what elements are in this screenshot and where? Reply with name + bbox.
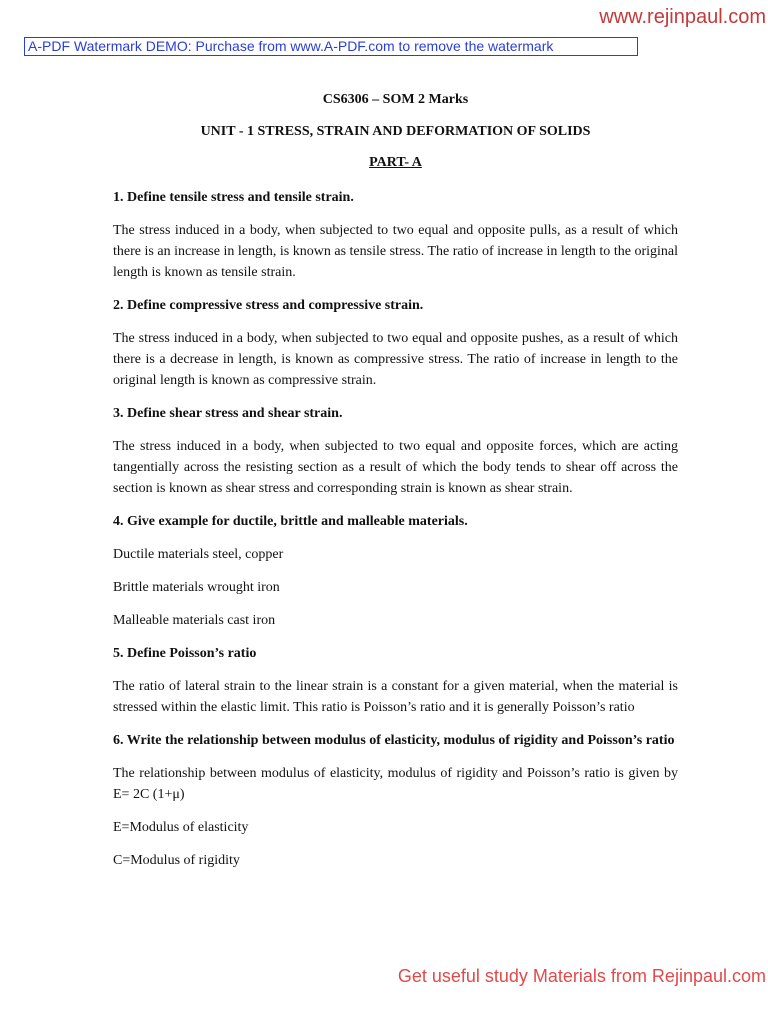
question-5: 5. Define Poisson’s ratio	[113, 646, 257, 661]
question-4: 4. Give example for ductile, brittle and malleable materials.	[113, 514, 468, 529]
question-3: 3. Define shear stress and shear strain.	[113, 406, 343, 421]
answer-6-line-e: E=Modulus of elasticity	[113, 820, 249, 835]
answer-4-line-malleable: Malleable materials cast iron	[113, 613, 276, 628]
part-title: PART- A	[369, 155, 422, 170]
footer-promo-text: Get useful study Materials from Rejinpaul.com	[397, 966, 766, 986]
answer-6-line-c: C=Modulus of rigidity	[113, 853, 240, 868]
answer-4-line-ductile: Ductile materials steel, copper	[113, 547, 284, 562]
answer-5: The ratio of lateral strain to the linear strain is a constant for a given material, when the material is stressed within the elastic limit. This ratio is Poisson’s ratio and it is generally Poisson’s ratio	[113, 679, 678, 715]
watermark-banner: A-PDF Watermark DEMO: Purchase from www.A-PDF.com to remove the watermark	[24, 37, 638, 56]
answer-1: The stress induced in a body, when subjected to two equal and opposite pulls, as a result of which there is an increase in length, is known as tensile stress. The ratio of increase in length to the original length is known as tensile strain.	[113, 223, 678, 280]
site-url-header: www.rejinpaul.com	[599, 6, 766, 28]
answer-2: The stress induced in a body, when subjected to two equal and opposite pushes, as a result of which there is a decrease in length, is known as compressive stress. The ratio of increase in length to the original length is known as compressive strain.	[113, 331, 678, 388]
question-2: 2. Define compressive stress and compressive strain.	[113, 298, 424, 313]
answer-6: The relationship between modulus of elasticity, modulus of rigidity and Poisson’s ratio is given by E= 2C (1+μ)	[113, 766, 678, 802]
answer-4-line-brittle: Brittle materials wrought iron	[113, 580, 280, 595]
document-body	[113, 92, 678, 883]
answer-3: The stress induced in a body, when subjected to two equal and opposite forces, which are acting tangentially across the resisting section as a result of which the body tends to shear off across the section is known as shear stress and corresponding strain is known as shear strain.	[113, 439, 678, 496]
question-1: 1. Define tensile stress and tensile strain.	[113, 190, 354, 205]
question-6: 6. Write the relationship between modulus of elasticity, modulus of rigidity and Poisson’s ratio	[113, 733, 675, 748]
unit-title: UNIT - 1 STRESS, STRAIN AND DEFORMATION OF SOLIDS	[200, 124, 591, 139]
document-title: CS6306 – SOM 2 Marks	[322, 92, 469, 107]
